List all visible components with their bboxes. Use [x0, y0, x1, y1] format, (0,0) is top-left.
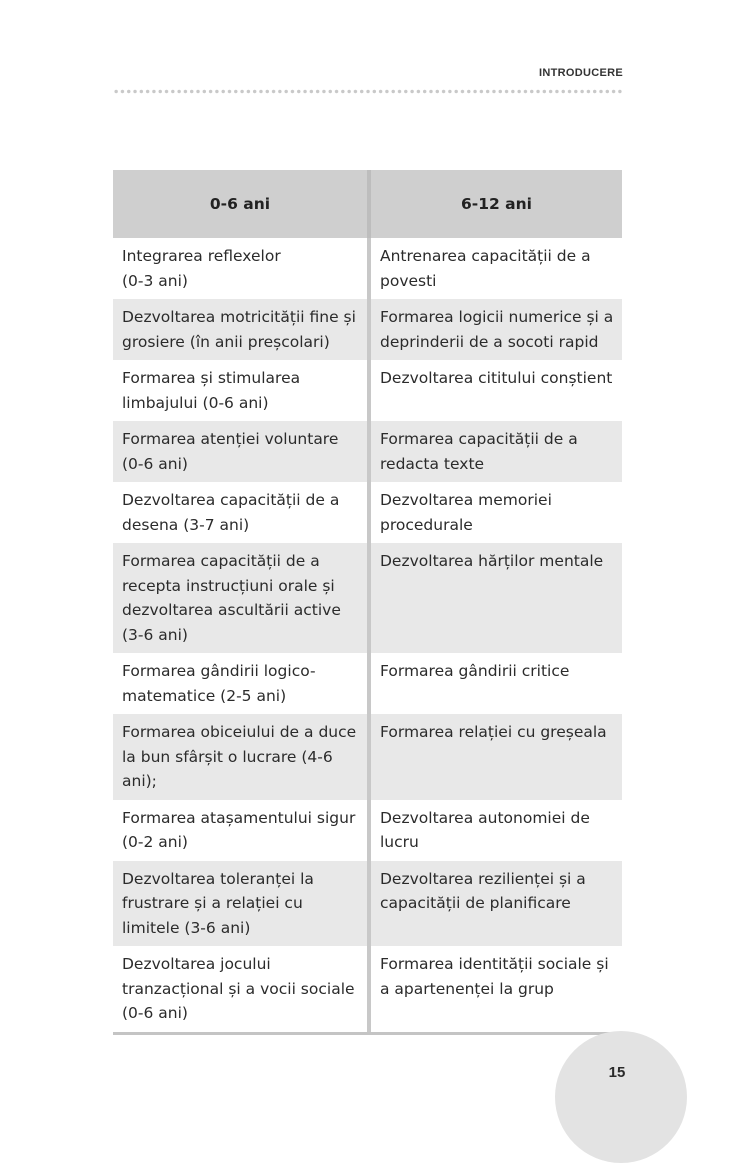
table-row — [113, 360, 622, 421]
table-body — [113, 238, 622, 1032]
table-header — [113, 170, 622, 238]
table-row — [113, 861, 622, 947]
table-row — [113, 653, 622, 714]
table-row — [113, 946, 622, 1032]
cell-age-0-6: Dezvoltarea capacității de a desena (3-7 ani) — [122, 491, 340, 534]
cell-age-6-12: Formarea capacității de a redacta texte — [367, 421, 622, 482]
cell-age-6-12: Dezvoltarea rezilienței și a capacității de planificare — [367, 861, 622, 947]
table-row — [113, 543, 622, 653]
cell-age-0-6: Dezvoltarea motricității fine și grosiere (în anii preșcolari) — [122, 308, 356, 351]
cell-age-0-6: Formarea atașamentului sigur (0-2 ani) — [122, 808, 356, 851]
page-number: 15 — [608, 1064, 626, 1081]
development-table — [113, 170, 622, 1035]
cell-age-0-6: Dezvoltarea jocului tranzacțional și a vocii sociale (0-6 ani) — [122, 955, 355, 1022]
dotted-divider — [113, 89, 623, 94]
cell-age-0-6: Formarea obiceiului de a duce la bun sfârșit o lucrare (4-6 ani); — [122, 723, 357, 790]
cell-age-6-12: Antrenarea capacității de a povesti — [367, 238, 622, 299]
table-row — [113, 800, 622, 861]
cell-age-6-12: Formarea relației cu greșeala — [367, 714, 622, 800]
table-row — [113, 482, 622, 543]
cell-age-0-6: Formarea capacității de a recepta instrucțiuni orale și dezvoltarea ascultării active (3-6 ani) — [122, 552, 341, 644]
cell-age-0-6: Integrarea reflexelor (0-3 ani) — [122, 247, 281, 290]
column-header-0-6: 0-6 ani — [209, 195, 271, 213]
cell-age-0-6: Formarea atenției voluntare (0-6 ani) — [122, 430, 339, 473]
cell-age-6-12: Dezvoltarea cititului conștient — [367, 360, 622, 421]
cell-age-6-12: Dezvoltarea hărților mentale — [367, 543, 622, 653]
cell-age-6-12: Formarea logicii numerice și a deprinderii de a socoti rapid — [367, 299, 622, 360]
cell-age-6-12: Formarea identității sociale și a apartenenței la grup — [367, 946, 622, 1032]
cell-age-6-12: Dezvoltarea autonomiei de lucru — [367, 800, 622, 861]
cell-age-0-6: Formarea și stimularea limbajului (0-6 ani) — [122, 369, 301, 412]
table-row — [113, 299, 622, 360]
table-row — [113, 714, 622, 800]
cell-age-6-12: Dezvoltarea memoriei procedurale — [367, 482, 622, 543]
table-row — [113, 238, 622, 299]
table-row — [113, 421, 622, 482]
cell-age-6-12: Formarea gândirii critice — [367, 653, 622, 714]
section-title: INTRODUCERE — [539, 67, 623, 79]
column-header-6-12: 6-12 ani — [367, 170, 622, 238]
page-number-badge — [555, 1031, 687, 1163]
cell-age-0-6: Dezvoltarea toleranței la frustrare și a relației cu limitele (3-6 ani) — [122, 869, 314, 937]
cell-age-0-6: Formarea gândirii logico-matematice (2-5 ani) — [122, 662, 316, 705]
